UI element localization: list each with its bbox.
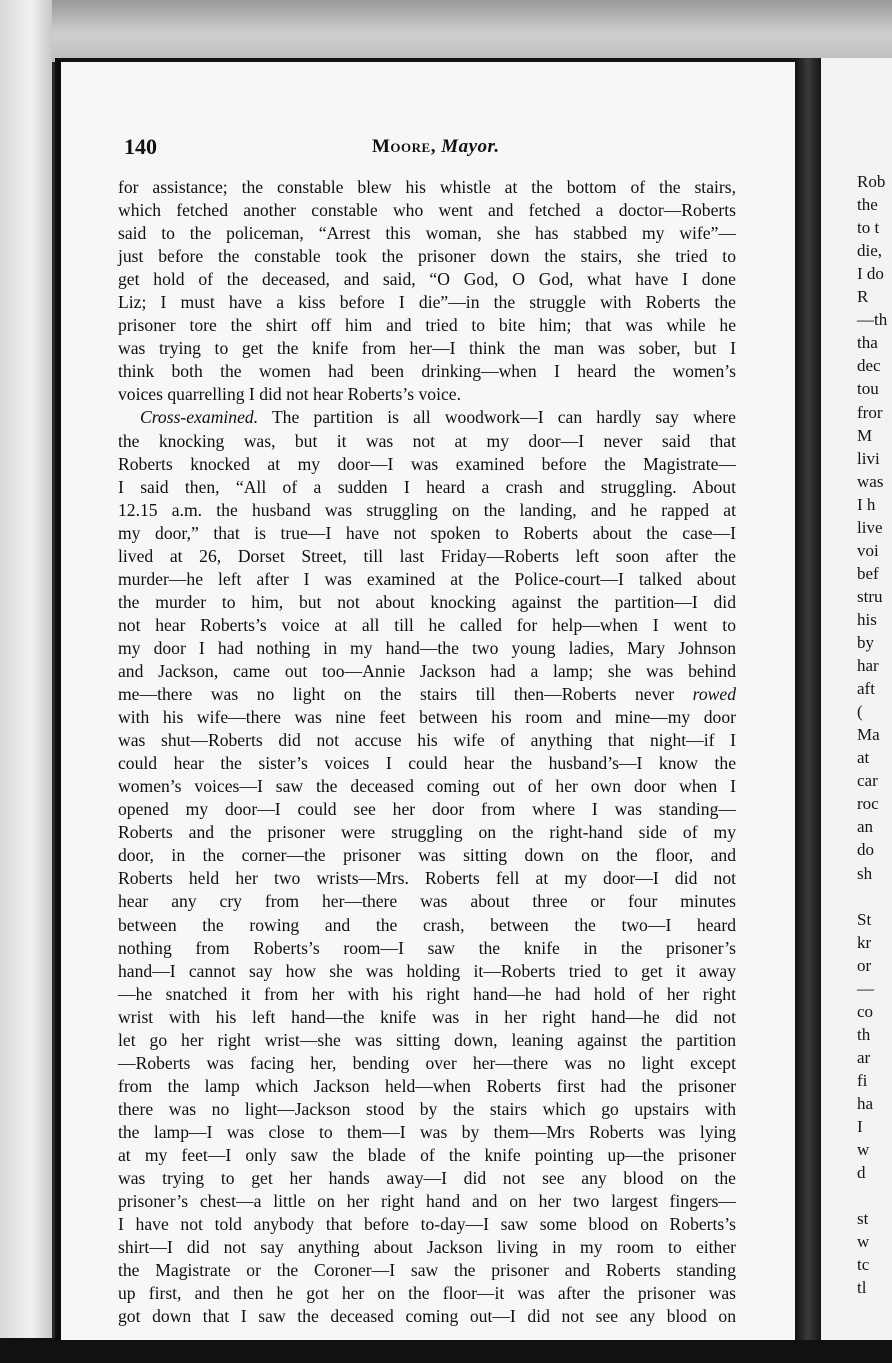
running-head-name: Moore, [372,136,436,157]
text-line: was shut—Roberts did not accuse his wife of anything that night—if I [118,730,736,751]
text-line: which fetched another constable who went and fetched a doctor—Roberts [118,200,736,221]
facing-page-fragment: kr [857,932,872,952]
text-line: shirt—I did not say anything about Jackson living in my room to either [118,1237,736,1258]
facing-page-fragment: R [857,287,869,307]
rowed-word: rowed [692,684,736,705]
facing-page-fragment: aft [857,679,875,699]
facing-page-fragment: was [857,471,884,491]
book-spine [795,58,821,1340]
facing-page-fragment: —th [857,310,888,330]
facing-page-fragment: car [857,771,878,791]
text-line: was trying to get her hands away—I did not see any blood on the [118,1168,736,1189]
text-line: up first, and then he got her on the floor—it was after the prisoner was [118,1283,736,1304]
text-line: nothing from Roberts’s room—I saw the knife in the prisoner’s [118,937,736,958]
text-line: women’s voices—I saw the deceased coming out of her own door when I [118,776,736,797]
text-line: voices quarrelling I did not hear Roberts’s voice. [118,384,461,405]
text-line: prisoner’s chest—a little on her right hand and on her two largest fingers— [118,1191,736,1212]
text-line: I have not told anybody that before to-day—I saw some blood on Roberts’s [118,1214,736,1235]
facing-page-fragment: an [857,817,874,837]
facing-page-fragment: or [857,955,872,975]
running-head [372,136,500,158]
text-line: my door I had nothing in my hand—the two young ladies, Mary Johnson [118,637,736,658]
text-line: the murder to him, but not about knocking against the partition—I did [118,591,736,612]
text-line: the knocking was, but it was not at my door—I never said that [118,430,736,451]
facing-page-fragment: ( [857,702,863,722]
facing-page-fragment: St [857,909,872,929]
text-line: between the rowing and the crash, between the two—I heard [118,914,736,935]
text-line: door, in the corner—the prisoner was sitting down on the floor, and [118,845,736,866]
facing-page-fragment: ar [857,1047,871,1067]
text-line: think both the women had been drinking—when I heard the women’s [118,361,736,382]
page-header [124,134,724,164]
facing-page-fragment: Ma [857,725,880,745]
text-line: just before the constable took the prisoner down the stairs, she tried to [118,246,736,267]
text-line: get hold of the deceased, and said, “O God, O God, what have I done [118,269,736,290]
text-line: 12.15 a.m. the husband was struggling on the landing, and he rapped at [118,499,736,520]
facing-page-fragment: the [857,195,878,215]
text-line: could hear the sister’s voices I could hear the husband’s—I know the [118,753,736,774]
text-line: and Jackson, came out too—Annie Jackson had a lamp; she was behind [118,660,736,681]
text-line: Liz; I must have a kiss before I die”—in the struggle with Roberts the [118,292,736,313]
text-line: with his wife—there was nine feet between his room and mine—my door [118,707,736,728]
facing-page-fragment: th [857,1024,871,1044]
facing-page-fragment: ha [857,1094,874,1113]
text-line-rest: The partition is all woodwork—I can hardly say where [271,407,736,428]
text-line: Roberts knocked at my door—I was examined before the Magistrate— [118,453,736,474]
scan-background-bottom [0,1338,892,1363]
text-line: the Magistrate or the Coroner—I saw the prisoner and Roberts standing [118,1260,736,1281]
facing-page-fragment: tl [857,1278,867,1298]
text-line: Roberts held her two wrists—Mrs. Roberts fell at my door—I did not [118,868,736,889]
text-line: lived at 26, Dorset Street, till last Friday—Roberts left soon after the [118,545,736,566]
facing-page-fragment: tha [857,333,878,353]
facing-page-fragment: har [857,656,879,676]
text-line: hand—I cannot say how she was holding it—Roberts tried to get it away [118,960,736,981]
text-line: my door,” that is true—I have not spoken to Roberts about the case—I [118,522,736,543]
text-line: hear any cry from her—there was about three or four minutes [118,891,736,912]
facing-page-fragment: I [857,1117,863,1137]
facing-page-fragment: w [857,1140,870,1160]
facing-page-fragment: I do [857,264,884,284]
facing-page-fragment: w [857,1232,870,1252]
facing-page-fragment: his [857,609,877,629]
text-line-rowed [118,683,736,706]
facing-page-fragment: st [857,1209,869,1229]
scan-background-top [0,0,892,62]
facing-page-fragment: co [857,1001,874,1021]
facing-page-fragment: dec [857,356,881,376]
text-line: said to the policeman, “Arrest this woman, she has stabbed my wife”— [118,223,736,244]
facing-page-fragment: I h [857,494,876,514]
text-line: got down that I saw the deceased coming out—I did not see any blood on [118,1306,736,1327]
facing-page-fragment: tc [857,1255,870,1275]
facing-page-fragment: livi [857,448,880,468]
facing-page-fragment: to t [857,218,880,238]
facing-page-fragment: by [857,633,874,652]
text-line: not hear Roberts’s voice at all till he called for help—when I went to [118,614,736,635]
text-line: at my feet—I only saw the blade of the knife pointing up—the prisoner [118,1144,736,1165]
facing-page-fragment: tou [857,379,879,399]
text-line: from the lamp which Jackson held—when Roberts first had the prisoner [118,1075,736,1096]
facing-page-fragment: fror [857,402,883,422]
facing-page-fragment: Rob [857,172,886,191]
text-line: I said then, “All of a sudden I heard a crash and struggling. About [118,476,736,497]
facing-page-fragment: sh [857,863,873,883]
cross-examined-label: Cross-examined. [140,407,259,428]
text-line: the lamp—I was close to them—I was by them—Mrs Roberts was lying [118,1121,736,1142]
body-text [118,176,736,1328]
facing-page-fragment: die, [857,241,883,261]
text-line: let go her right wrist—she was sitting down, leaning against the partition [118,1029,736,1050]
facing-page-fragment: M [857,425,873,445]
text-line: —Roberts was facing her, bending over her—there was no light except [118,1052,736,1073]
facing-page-fragment: roc [857,794,879,814]
facing-page-fragment: live [857,517,883,537]
text-line: was trying to get the knife from her—I think the man was sober, but I [118,338,736,359]
text-line: for assistance; the constable blew his whistle at the bottom of the stairs, [118,177,736,197]
text-line: —he snatched it from her with his right hand—he had hold of her right [118,983,736,1004]
facing-page-fragment: stru [857,586,883,606]
facing-page-fragment: bef [857,563,879,583]
text-line-start: me—there was no light on the stairs till then—Roberts never [118,684,675,705]
running-head-title: Mayor. [441,136,500,157]
text-line: wrist with his left hand—the knife was in her right hand—he did not [118,1006,736,1027]
facing-page-fragment: voi [857,540,879,560]
facing-page-fragment: d [857,1163,866,1183]
text-line: murder—he left after I was examined at the Police-court—I talked about [118,568,736,589]
text-line: prisoner tore the shirt off him and tried to bite him; that was while he [118,315,736,336]
text-line: there was no light—Jackson stood by the stairs which go upstairs with [118,1098,736,1119]
text-line: opened my door—I could see her door from where I was standing— [118,799,736,820]
page-number: 140 [124,134,157,159]
scan-background-left [0,0,52,1363]
text-line-cross-examined [118,406,736,429]
facing-page-fragment: do [857,840,874,860]
facing-page-fragment: — [857,978,874,998]
facing-page-fragment: fi [857,1070,868,1090]
text-line: Roberts and the prisoner were struggling on the right-hand side of my [118,822,736,843]
facing-page-fragment: at [857,748,870,768]
